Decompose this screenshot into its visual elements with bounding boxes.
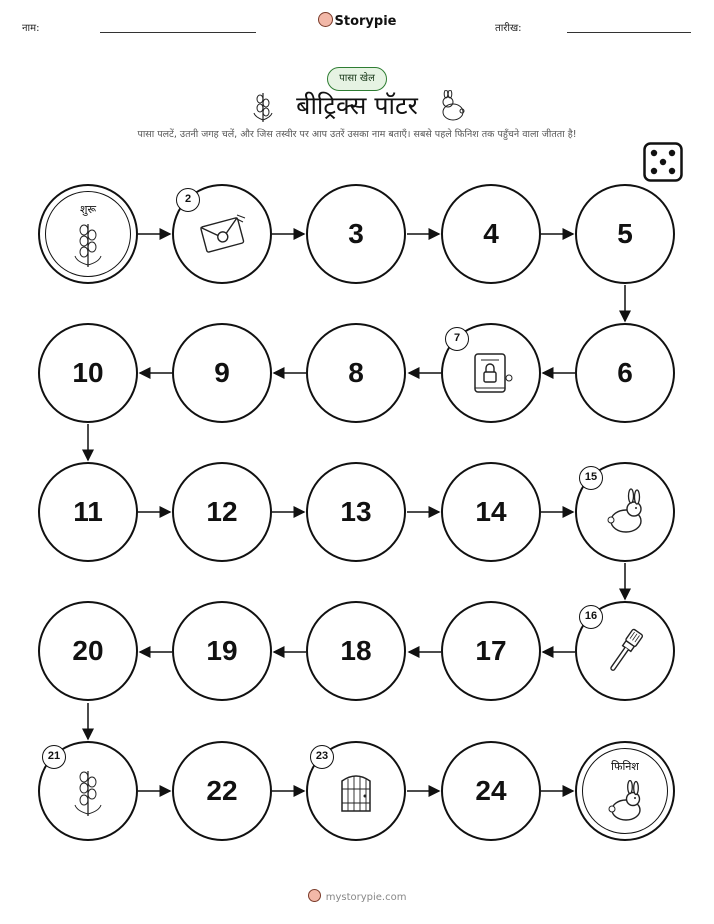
space-number: 23	[310, 745, 334, 769]
space-number: 19	[206, 635, 238, 666]
space-number: 8	[348, 357, 364, 388]
board-space-23[interactable]	[306, 741, 406, 841]
game-type-badge: पासा खेल	[327, 67, 387, 91]
board-space-20[interactable]	[38, 601, 138, 701]
board-space-4[interactable]	[441, 184, 541, 284]
space-number: 24	[475, 775, 507, 806]
board-space-7[interactable]	[441, 323, 541, 423]
board-space-19[interactable]	[172, 601, 272, 701]
footer-url[interactable]	[0, 889, 714, 903]
board-space-8[interactable]	[306, 323, 406, 423]
space-number: 11	[73, 496, 103, 527]
board-space-3[interactable]	[306, 184, 406, 284]
envelope-icon	[197, 214, 247, 254]
space-number: 2	[176, 188, 200, 212]
space-number: 3	[348, 218, 364, 249]
space-number: 18	[340, 635, 372, 666]
space-number: 13	[340, 496, 372, 527]
space-number: 20	[72, 635, 104, 666]
space-number: 10	[72, 357, 104, 388]
board-space-12[interactable]	[172, 462, 272, 562]
space-number: 12	[206, 496, 238, 527]
date-label: तारीख:	[495, 23, 522, 34]
space-number: 6	[617, 357, 633, 388]
board-space-24[interactable]	[441, 741, 541, 841]
board-space-16[interactable]	[575, 601, 675, 701]
board-space-9[interactable]	[172, 323, 272, 423]
footer-text: mystorypie.com	[325, 892, 407, 903]
start-label: शुरू	[79, 203, 97, 216]
brand-name: Storypie	[334, 14, 397, 29]
name-label: नाम:	[22, 23, 40, 34]
space-number: 22	[206, 775, 238, 806]
foxglove-icon	[71, 765, 105, 817]
page-title: बीट्रिक्स पॉटर	[296, 91, 418, 120]
rabbit-icon	[600, 487, 650, 537]
foxglove-icon	[71, 218, 105, 268]
rabbit-icon	[602, 780, 648, 824]
board-space-15[interactable]	[575, 462, 675, 562]
space-number: 15	[579, 466, 603, 490]
space-number: 14	[475, 496, 507, 527]
space-number: 17	[475, 635, 507, 666]
finish-label: फिनिश	[611, 760, 639, 773]
space-number: 16	[579, 605, 603, 629]
board-space-2[interactable]	[172, 184, 272, 284]
board-space-11[interactable]	[38, 462, 138, 562]
board-space-14[interactable]	[441, 462, 541, 562]
garden-gate-icon	[336, 769, 376, 813]
board-space-10[interactable]	[38, 323, 138, 423]
mascot-icon	[308, 889, 321, 902]
locked-diary-icon	[467, 348, 515, 398]
instructions: पासा पलटें, उतनी जगह चलें, और जिस तस्वीर पर आप उतरें उसका नाम बताएँ। सबसे पहले फिनिश तक पहुँचने वाला जीतता है!	[137, 129, 577, 140]
board-space-6[interactable]	[575, 323, 675, 423]
paintbrush-icon	[605, 626, 645, 676]
board-space-5[interactable]	[575, 184, 675, 284]
board-space-22[interactable]	[172, 741, 272, 841]
space-number: 21	[42, 745, 66, 769]
board-space-13[interactable]	[306, 462, 406, 562]
space-number: 9	[214, 357, 230, 388]
space-number: 7	[445, 327, 469, 351]
board-space-18[interactable]	[306, 601, 406, 701]
board-space-21[interactable]	[38, 741, 138, 841]
board-space-17[interactable]	[441, 601, 541, 701]
space-number: 4	[483, 218, 499, 249]
finish-space[interactable]	[575, 741, 675, 841]
start-space[interactable]	[38, 184, 138, 284]
space-number: 5	[617, 218, 633, 249]
